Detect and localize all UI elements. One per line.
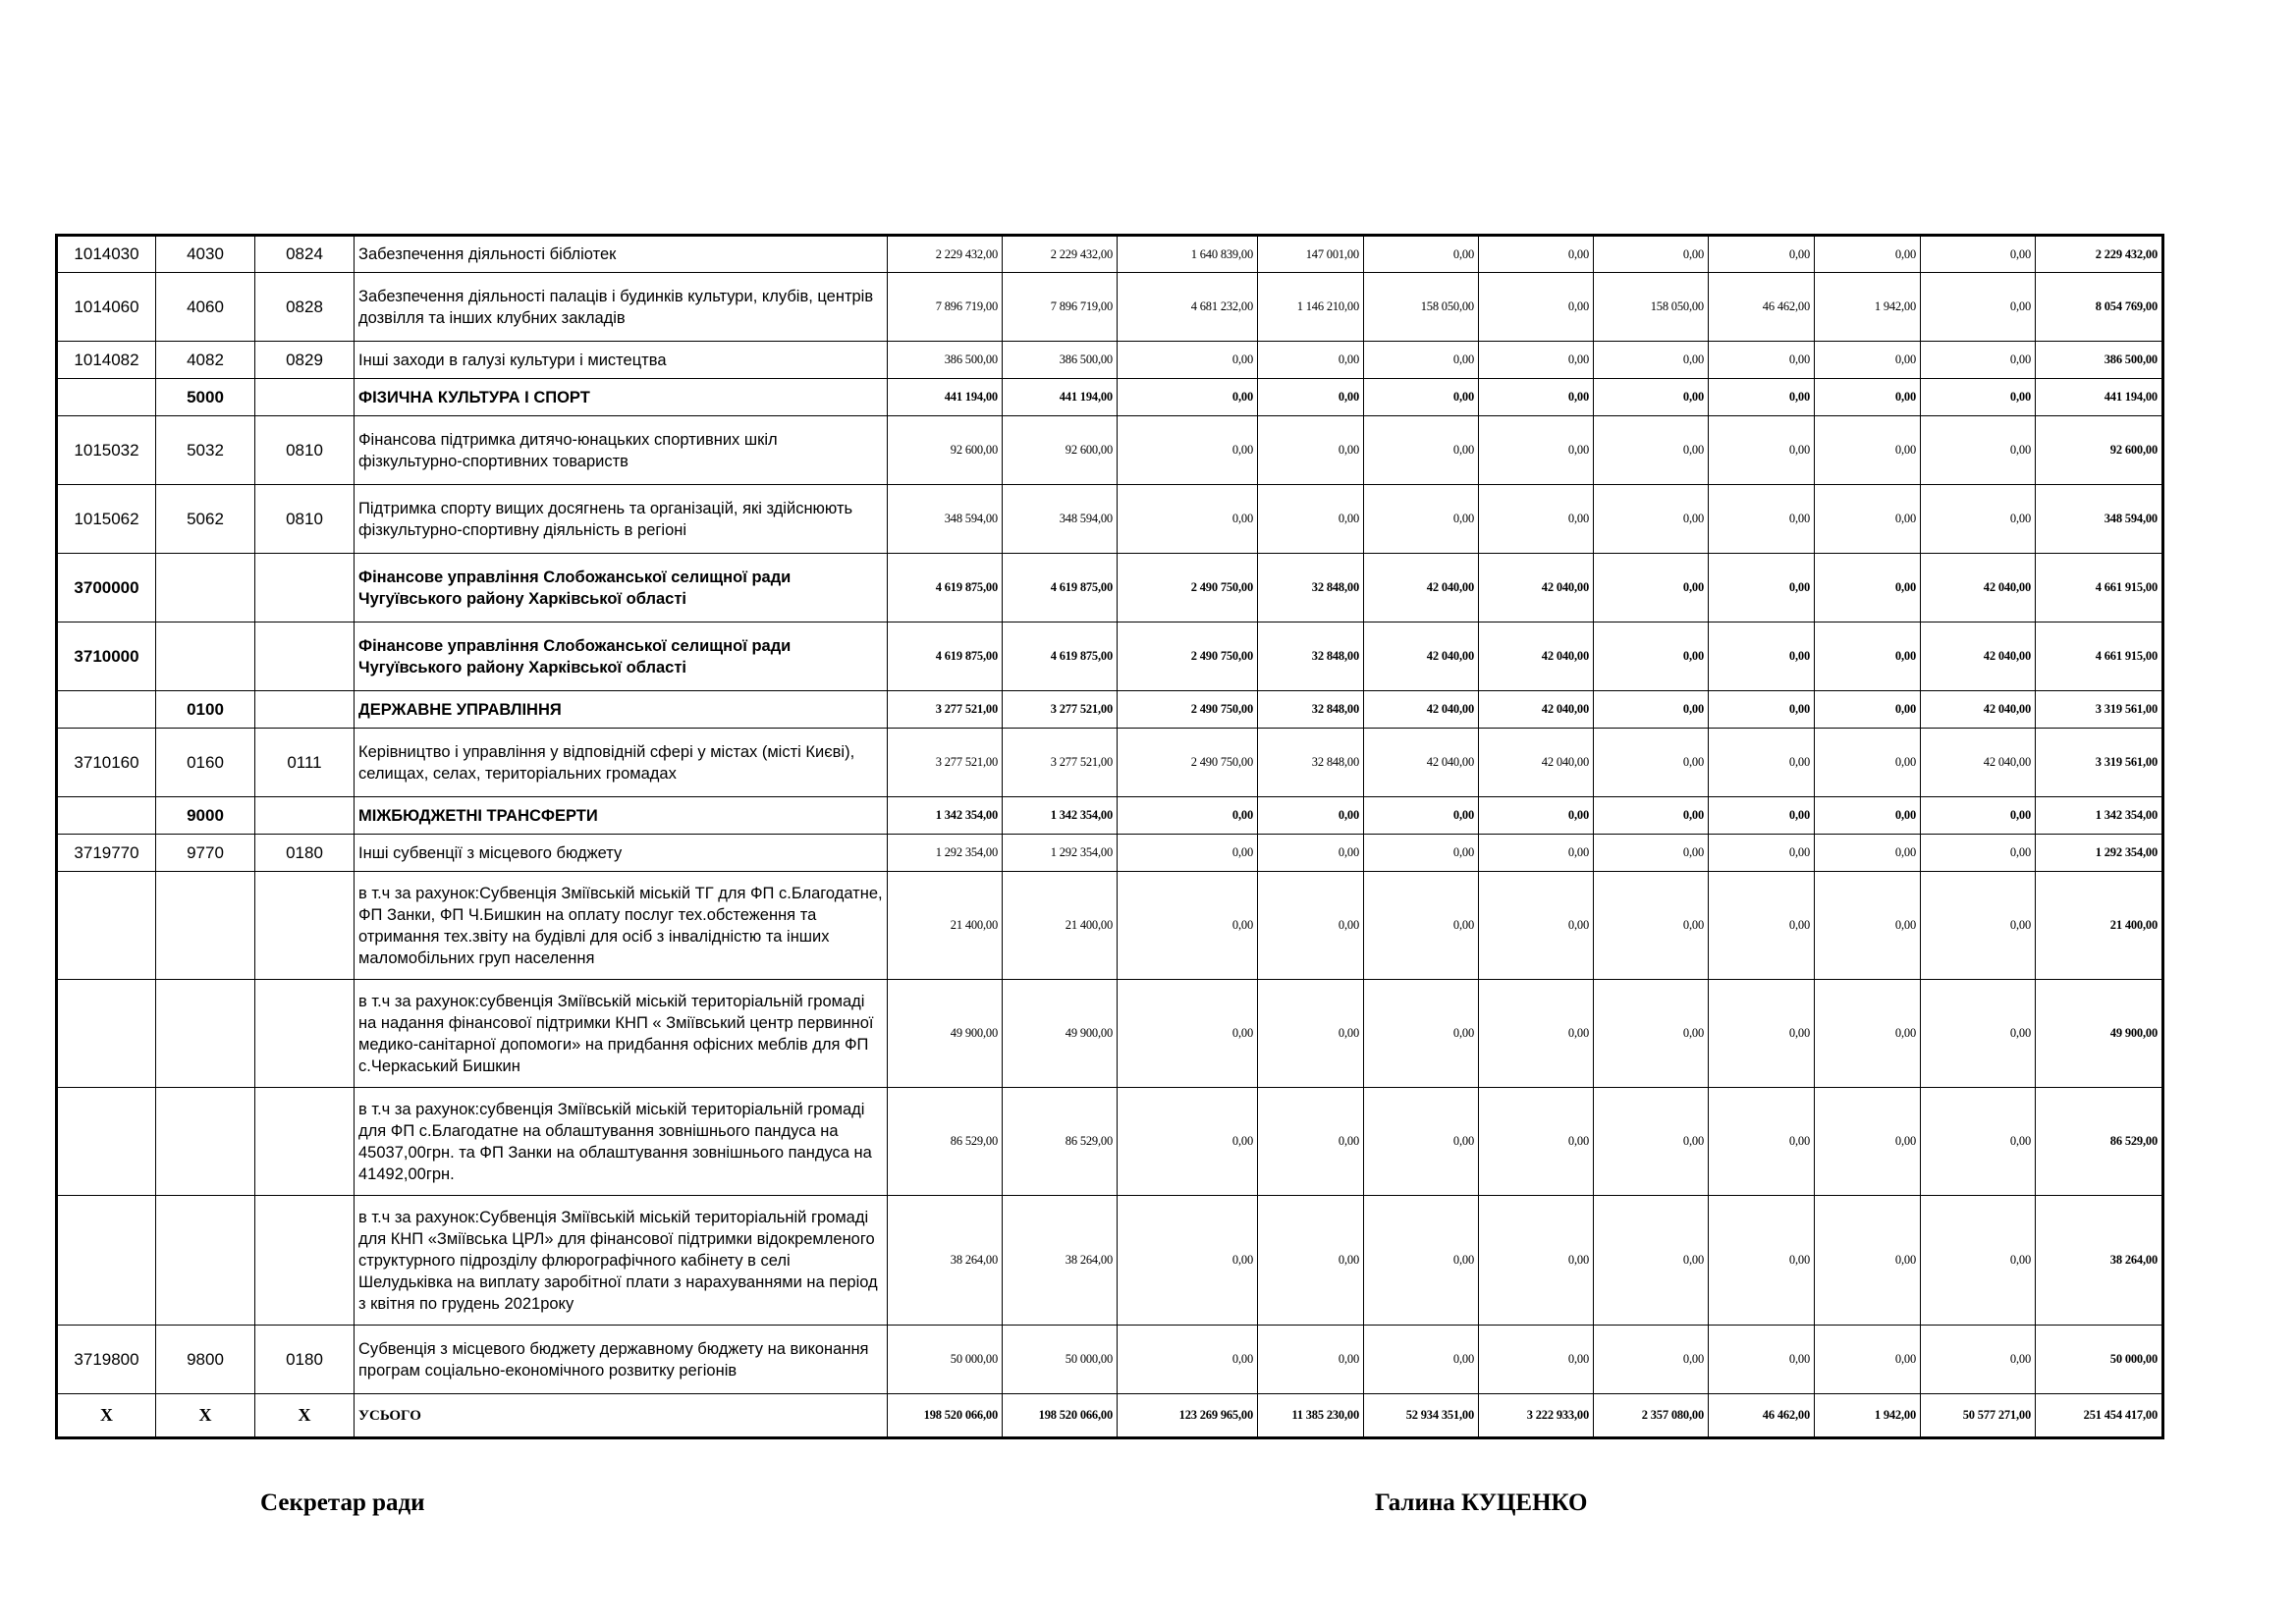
table-row — [57, 485, 2163, 554]
amount-cell: 0,00 — [1921, 273, 2036, 342]
ktpkvk-code-cell: 5062 — [156, 485, 255, 554]
amount-cell: 0,00 — [1258, 1196, 1364, 1326]
amount-cell: 0,00 — [1594, 554, 1709, 623]
amount-cell: 42 040,00 — [1921, 623, 2036, 691]
amount-cell: 42 040,00 — [1921, 729, 2036, 797]
amount-cell: 4 619 875,00 — [1003, 554, 1118, 623]
program-code-cell: 1014030 — [57, 236, 156, 273]
kfkvk-code-cell — [255, 1196, 355, 1326]
program-code-cell — [57, 1088, 156, 1196]
amount-cell: 0,00 — [1118, 379, 1258, 416]
amount-cell: 42 040,00 — [1921, 554, 2036, 623]
amount-cell: 0,00 — [1258, 342, 1364, 379]
amount-cell: 0,00 — [1594, 1326, 1709, 1394]
amount-cell: 0,00 — [1118, 342, 1258, 379]
amount-cell: 0,00 — [1118, 416, 1258, 485]
ktpkvk-code-cell: X — [156, 1394, 255, 1438]
amount-cell: 49 900,00 — [888, 980, 1003, 1088]
kfkvk-code-cell — [255, 623, 355, 691]
amount-cell: 0,00 — [1815, 1088, 1921, 1196]
amount-cell: 0,00 — [1118, 1326, 1258, 1394]
amount-cell: 0,00 — [1479, 1196, 1594, 1326]
program-name-cell: в т.ч за рахунок:Субвенція Зміївській міській ТГ для ФП с.Благодатне, ФП Занки, ФП Ч.Бишкин на оплату послуг тех.обстеження та отримання тех.звіту на будівлі для осіб з інвалідністю та інших маломобільних груп населення — [355, 872, 888, 980]
amount-cell: 42 040,00 — [1364, 691, 1479, 729]
amount-cell: 2 490 750,00 — [1118, 623, 1258, 691]
amount-cell: 0,00 — [1709, 379, 1815, 416]
amount-cell: 92 600,00 — [888, 416, 1003, 485]
amount-cell: 49 900,00 — [1003, 980, 1118, 1088]
amount-cell: 0,00 — [1364, 835, 1479, 872]
amount-cell: 2 229 432,00 — [1003, 236, 1118, 273]
table-row — [57, 379, 2163, 416]
program-code-cell: 3719800 — [57, 1326, 156, 1394]
amount-cell: 7 896 719,00 — [1003, 273, 1118, 342]
total-amount-cell: 4 661 915,00 — [2036, 554, 2163, 623]
signature-role: Секретар ради — [260, 1489, 425, 1516]
kfkvk-code-cell: 0828 — [255, 273, 355, 342]
amount-cell: 0,00 — [1364, 1088, 1479, 1196]
amount-cell: 0,00 — [1479, 1088, 1594, 1196]
amount-cell: 0,00 — [1594, 835, 1709, 872]
kfkvk-code-cell: 0810 — [255, 416, 355, 485]
amount-cell: 21 400,00 — [888, 872, 1003, 980]
program-name-cell: Забезпечення діяльності бібліотек — [355, 236, 888, 273]
amount-cell: 0,00 — [1594, 729, 1709, 797]
amount-cell: 0,00 — [1258, 980, 1364, 1088]
table-row — [57, 835, 2163, 872]
amount-cell: 3 277 521,00 — [888, 691, 1003, 729]
amount-cell: 0,00 — [1815, 554, 1921, 623]
kfkvk-code-cell — [255, 379, 355, 416]
amount-cell: 38 264,00 — [888, 1196, 1003, 1326]
program-code-cell — [57, 1196, 156, 1326]
amount-cell: 42 040,00 — [1364, 623, 1479, 691]
amount-cell: 50 000,00 — [1003, 1326, 1118, 1394]
amount-cell: 0,00 — [1709, 1196, 1815, 1326]
amount-cell: 2 490 750,00 — [1118, 691, 1258, 729]
amount-cell: 0,00 — [1594, 872, 1709, 980]
amount-cell: 0,00 — [1118, 797, 1258, 835]
amount-cell: 0,00 — [1594, 416, 1709, 485]
amount-cell: 158 050,00 — [1364, 273, 1479, 342]
amount-cell: 4 681 232,00 — [1118, 273, 1258, 342]
amount-cell: 42 040,00 — [1921, 691, 2036, 729]
program-code-cell: 1015062 — [57, 485, 156, 554]
ktpkvk-code-cell: 4082 — [156, 342, 255, 379]
amount-cell: 46 462,00 — [1709, 273, 1815, 342]
table-row — [57, 416, 2163, 485]
program-name-cell: в т.ч за рахунок:субвенція Зміївській міській територіальній громаді на надання фінансової підтримки КНП « Зміївський центр первинної медико-санітарної допомоги» на придбання офісних меблів для ФП с.Черкаський Бишкин — [355, 980, 888, 1088]
amount-cell: 0,00 — [1815, 485, 1921, 554]
program-code-cell: 3700000 — [57, 554, 156, 623]
amount-cell: 0,00 — [1815, 797, 1921, 835]
program-name-cell: Підтримка спорту вищих досягнень та організацій, які здійснюють фізкультурно-спортивну діяльність в регіоні — [355, 485, 888, 554]
amount-cell: 0,00 — [1364, 872, 1479, 980]
table-row — [57, 273, 2163, 342]
program-code-cell: 1015032 — [57, 416, 156, 485]
amount-cell: 0,00 — [1594, 379, 1709, 416]
amount-cell: 0,00 — [1815, 691, 1921, 729]
total-amount-cell: 86 529,00 — [2036, 1088, 2163, 1196]
amount-cell: 0,00 — [1364, 1196, 1479, 1326]
program-code-cell: 3710000 — [57, 623, 156, 691]
budget-table-body — [57, 236, 2163, 1438]
total-amount-cell: 3 319 561,00 — [2036, 691, 2163, 729]
amount-cell: 198 520 066,00 — [1003, 1394, 1118, 1438]
total-amount-cell: 3 319 561,00 — [2036, 729, 2163, 797]
program-code-cell — [57, 379, 156, 416]
ktpkvk-code-cell — [156, 554, 255, 623]
amount-cell: 3 277 521,00 — [1003, 691, 1118, 729]
amount-cell: 0,00 — [1709, 729, 1815, 797]
table-row — [57, 623, 2163, 691]
amount-cell: 42 040,00 — [1364, 729, 1479, 797]
amount-cell: 3 222 933,00 — [1479, 1394, 1594, 1438]
amount-cell: 3 277 521,00 — [888, 729, 1003, 797]
amount-cell: 0,00 — [1118, 1088, 1258, 1196]
amount-cell: 0,00 — [1364, 236, 1479, 273]
amount-cell: 0,00 — [1594, 342, 1709, 379]
amount-cell: 0,00 — [1479, 797, 1594, 835]
amount-cell: 0,00 — [1921, 1088, 2036, 1196]
total-amount-cell: 348 594,00 — [2036, 485, 2163, 554]
amount-cell: 86 529,00 — [888, 1088, 1003, 1196]
amount-cell: 0,00 — [1594, 236, 1709, 273]
ktpkvk-code-cell: 0100 — [156, 691, 255, 729]
amount-cell: 38 264,00 — [1003, 1196, 1118, 1326]
table-row — [57, 872, 2163, 980]
amount-cell: 0,00 — [1258, 835, 1364, 872]
amount-cell: 46 462,00 — [1709, 1394, 1815, 1438]
amount-cell: 0,00 — [1709, 416, 1815, 485]
amount-cell: 21 400,00 — [1003, 872, 1118, 980]
program-name-cell: Забезпечення діяльності палаців і будинків культури, клубів, центрів дозвілля та інших клубних закладів — [355, 273, 888, 342]
amount-cell: 1 342 354,00 — [1003, 797, 1118, 835]
amount-cell: 0,00 — [1815, 416, 1921, 485]
total-amount-cell: 441 194,00 — [2036, 379, 2163, 416]
amount-cell: 0,00 — [1118, 835, 1258, 872]
ktpkvk-code-cell: 5032 — [156, 416, 255, 485]
kfkvk-code-cell: 0180 — [255, 835, 355, 872]
amount-cell: 1 640 839,00 — [1118, 236, 1258, 273]
amount-cell: 1 292 354,00 — [1003, 835, 1118, 872]
amount-cell: 0,00 — [1479, 872, 1594, 980]
amount-cell: 3 277 521,00 — [1003, 729, 1118, 797]
ktpkvk-code-cell: 4060 — [156, 273, 255, 342]
total-amount-cell: 1 342 354,00 — [2036, 797, 2163, 835]
kfkvk-code-cell: X — [255, 1394, 355, 1438]
amount-cell: 0,00 — [1479, 980, 1594, 1088]
amount-cell: 32 848,00 — [1258, 729, 1364, 797]
amount-cell: 0,00 — [1921, 379, 2036, 416]
amount-cell: 0,00 — [1594, 797, 1709, 835]
table-row — [57, 691, 2163, 729]
amount-cell: 0,00 — [1815, 729, 1921, 797]
amount-cell: 2 490 750,00 — [1118, 729, 1258, 797]
amount-cell: 0,00 — [1364, 416, 1479, 485]
amount-cell: 0,00 — [1921, 1326, 2036, 1394]
table-row — [57, 729, 2163, 797]
total-amount-cell: 1 292 354,00 — [2036, 835, 2163, 872]
amount-cell: 11 385 230,00 — [1258, 1394, 1364, 1438]
amount-cell: 0,00 — [1258, 872, 1364, 980]
table-row — [57, 1394, 2163, 1438]
amount-cell: 42 040,00 — [1479, 623, 1594, 691]
amount-cell: 0,00 — [1921, 416, 2036, 485]
amount-cell: 0,00 — [1921, 980, 2036, 1088]
amount-cell: 2 357 080,00 — [1594, 1394, 1709, 1438]
amount-cell: 0,00 — [1364, 485, 1479, 554]
amount-cell: 0,00 — [1709, 485, 1815, 554]
amount-cell: 0,00 — [1709, 342, 1815, 379]
amount-cell: 0,00 — [1921, 236, 2036, 273]
amount-cell: 1 292 354,00 — [888, 835, 1003, 872]
amount-cell: 0,00 — [1118, 872, 1258, 980]
amount-cell: 0,00 — [1921, 485, 2036, 554]
amount-cell: 0,00 — [1709, 691, 1815, 729]
amount-cell: 86 529,00 — [1003, 1088, 1118, 1196]
total-amount-cell: 21 400,00 — [2036, 872, 2163, 980]
table-row — [57, 1088, 2163, 1196]
table-row — [57, 236, 2163, 273]
amount-cell: 2 229 432,00 — [888, 236, 1003, 273]
program-code-cell: 3710160 — [57, 729, 156, 797]
amount-cell: 0,00 — [1709, 797, 1815, 835]
amount-cell: 441 194,00 — [888, 379, 1003, 416]
amount-cell: 0,00 — [1479, 835, 1594, 872]
program-name-cell: Керівництво і управління у відповідній сфері у містах (місті Києві), селищах, селах, територіальних громадах — [355, 729, 888, 797]
total-amount-cell: 4 661 915,00 — [2036, 623, 2163, 691]
amount-cell: 0,00 — [1815, 1196, 1921, 1326]
amount-cell: 0,00 — [1479, 273, 1594, 342]
amount-cell: 0,00 — [1364, 1326, 1479, 1394]
amount-cell: 4 619 875,00 — [888, 554, 1003, 623]
table-row — [57, 1196, 2163, 1326]
program-name-cell: Інші субвенції з місцевого бюджету — [355, 835, 888, 872]
amount-cell: 1 342 354,00 — [888, 797, 1003, 835]
amount-cell: 0,00 — [1709, 1326, 1815, 1394]
program-code-cell — [57, 872, 156, 980]
amount-cell: 0,00 — [1479, 485, 1594, 554]
amount-cell: 4 619 875,00 — [1003, 623, 1118, 691]
amount-cell: 42 040,00 — [1479, 691, 1594, 729]
amount-cell: 0,00 — [1258, 416, 1364, 485]
signature-person: Галина КУЦЕНКО — [1375, 1489, 1588, 1516]
kfkvk-code-cell: 0111 — [255, 729, 355, 797]
amount-cell: 0,00 — [1815, 342, 1921, 379]
amount-cell: 1 942,00 — [1815, 1394, 1921, 1438]
amount-cell: 0,00 — [1921, 872, 2036, 980]
program-name-cell: ДЕРЖАВНЕ УПРАВЛІННЯ — [355, 691, 888, 729]
amount-cell: 0,00 — [1709, 1088, 1815, 1196]
table-row — [57, 554, 2163, 623]
ktpkvk-code-cell: 4030 — [156, 236, 255, 273]
amount-cell: 0,00 — [1921, 1196, 2036, 1326]
amount-cell: 1 146 210,00 — [1258, 273, 1364, 342]
program-name-cell: Фінансова підтримка дитячо-юнацьких спортивних шкіл фізкультурно-спортивних товариств — [355, 416, 888, 485]
program-name-cell: МІЖБЮДЖЕТНІ ТРАНСФЕРТИ — [355, 797, 888, 835]
total-amount-cell: 251 454 417,00 — [2036, 1394, 2163, 1438]
amount-cell: 0,00 — [1364, 980, 1479, 1088]
amount-cell: 0,00 — [1921, 342, 2036, 379]
amount-cell: 0,00 — [1258, 379, 1364, 416]
program-code-cell: 1014060 — [57, 273, 156, 342]
amount-cell: 0,00 — [1921, 797, 2036, 835]
amount-cell: 0,00 — [1709, 980, 1815, 1088]
program-name-cell: УСЬОГО — [355, 1394, 888, 1438]
ktpkvk-code-cell: 5000 — [156, 379, 255, 416]
total-amount-cell: 8 054 769,00 — [2036, 273, 2163, 342]
amount-cell: 92 600,00 — [1003, 416, 1118, 485]
amount-cell: 42 040,00 — [1479, 729, 1594, 797]
amount-cell: 0,00 — [1258, 485, 1364, 554]
budget-table — [55, 234, 2164, 1439]
amount-cell: 0,00 — [1479, 1326, 1594, 1394]
table-row — [57, 797, 2163, 835]
program-name-cell: Фінансове управління Слобожанської селищної ради Чугуївського району Харківської області — [355, 554, 888, 623]
program-name-cell: Фінансове управління Слобожанської селищної ради Чугуївського району Харківської області — [355, 623, 888, 691]
kfkvk-code-cell: 0180 — [255, 1326, 355, 1394]
ktpkvk-code-cell: 9800 — [156, 1326, 255, 1394]
ktpkvk-code-cell — [156, 872, 255, 980]
amount-cell: 441 194,00 — [1003, 379, 1118, 416]
ktpkvk-code-cell: 9000 — [156, 797, 255, 835]
amount-cell: 0,00 — [1364, 797, 1479, 835]
total-amount-cell: 38 264,00 — [2036, 1196, 2163, 1326]
amount-cell: 2 490 750,00 — [1118, 554, 1258, 623]
amount-cell: 123 269 965,00 — [1118, 1394, 1258, 1438]
amount-cell: 50 000,00 — [888, 1326, 1003, 1394]
amount-cell: 0,00 — [1709, 835, 1815, 872]
program-code-cell — [57, 797, 156, 835]
amount-cell: 0,00 — [1815, 1326, 1921, 1394]
amount-cell: 50 577 271,00 — [1921, 1394, 2036, 1438]
table-row — [57, 980, 2163, 1088]
ktpkvk-code-cell: 9770 — [156, 835, 255, 872]
program-code-cell — [57, 691, 156, 729]
amount-cell: 0,00 — [1594, 691, 1709, 729]
amount-cell: 0,00 — [1709, 554, 1815, 623]
program-code-cell: X — [57, 1394, 156, 1438]
ktpkvk-code-cell: 0160 — [156, 729, 255, 797]
table-row — [57, 1326, 2163, 1394]
amount-cell: 0,00 — [1594, 1088, 1709, 1196]
amount-cell: 0,00 — [1709, 623, 1815, 691]
ktpkvk-code-cell — [156, 1088, 255, 1196]
amount-cell: 0,00 — [1258, 1088, 1364, 1196]
amount-cell: 42 040,00 — [1364, 554, 1479, 623]
total-amount-cell: 92 600,00 — [2036, 416, 2163, 485]
amount-cell: 198 520 066,00 — [888, 1394, 1003, 1438]
kfkvk-code-cell — [255, 980, 355, 1088]
amount-cell: 1 942,00 — [1815, 273, 1921, 342]
amount-cell: 0,00 — [1815, 236, 1921, 273]
ktpkvk-code-cell — [156, 980, 255, 1088]
amount-cell: 0,00 — [1815, 379, 1921, 416]
amount-cell: 0,00 — [1709, 872, 1815, 980]
ktpkvk-code-cell — [156, 623, 255, 691]
amount-cell: 0,00 — [1921, 835, 2036, 872]
amount-cell: 0,00 — [1594, 623, 1709, 691]
amount-cell: 386 500,00 — [1003, 342, 1118, 379]
amount-cell: 0,00 — [1479, 342, 1594, 379]
amount-cell: 0,00 — [1479, 379, 1594, 416]
amount-cell: 0,00 — [1479, 416, 1594, 485]
kfkvk-code-cell: 0824 — [255, 236, 355, 273]
amount-cell: 0,00 — [1815, 835, 1921, 872]
program-code-cell — [57, 980, 156, 1088]
kfkvk-code-cell: 0829 — [255, 342, 355, 379]
amount-cell: 42 040,00 — [1479, 554, 1594, 623]
amount-cell: 0,00 — [1364, 379, 1479, 416]
amount-cell: 32 848,00 — [1258, 623, 1364, 691]
total-amount-cell: 50 000,00 — [2036, 1326, 2163, 1394]
amount-cell: 0,00 — [1709, 236, 1815, 273]
amount-cell: 4 619 875,00 — [888, 623, 1003, 691]
program-name-cell: ФІЗИЧНА КУЛЬТУРА І СПОРТ — [355, 379, 888, 416]
amount-cell: 7 896 719,00 — [888, 273, 1003, 342]
amount-cell: 0,00 — [1815, 980, 1921, 1088]
kfkvk-code-cell — [255, 1088, 355, 1196]
amount-cell: 0,00 — [1258, 797, 1364, 835]
amount-cell: 0,00 — [1815, 623, 1921, 691]
program-name-cell: Субвенція з місцевого бюджету державному бюджету на виконання програм соціально-економічного розвитку регіонів — [355, 1326, 888, 1394]
amount-cell: 348 594,00 — [888, 485, 1003, 554]
amount-cell: 32 848,00 — [1258, 691, 1364, 729]
kfkvk-code-cell — [255, 872, 355, 980]
amount-cell: 52 934 351,00 — [1364, 1394, 1479, 1438]
total-amount-cell: 386 500,00 — [2036, 342, 2163, 379]
amount-cell: 0,00 — [1118, 1196, 1258, 1326]
ktpkvk-code-cell — [156, 1196, 255, 1326]
total-amount-cell: 49 900,00 — [2036, 980, 2163, 1088]
kfkvk-code-cell — [255, 797, 355, 835]
program-name-cell: в т.ч за рахунок:субвенція Зміївській міській територіальній громаді для ФП с.Благодатне на облаштування зовнішнього пандуса на 45037,00грн. та ФП Занки на облаштування зовнішнього пандуса на 41492,00грн. — [355, 1088, 888, 1196]
amount-cell: 0,00 — [1594, 1196, 1709, 1326]
amount-cell: 0,00 — [1815, 872, 1921, 980]
program-code-cell: 1014082 — [57, 342, 156, 379]
amount-cell: 147 001,00 — [1258, 236, 1364, 273]
kfkvk-code-cell — [255, 691, 355, 729]
amount-cell: 158 050,00 — [1594, 273, 1709, 342]
amount-cell: 386 500,00 — [888, 342, 1003, 379]
program-name-cell: в т.ч за рахунок:Субвенція Зміївській міській територіальній громаді для КНП «Зміївська ЦРЛ» для фінансової підтримки відокремленого структурного підрозділу флюрографічного кабінету в селі Шелудьківка на виплату заробітної плати з нарахуваннями на період з квітня по грудень 2021року — [355, 1196, 888, 1326]
amount-cell: 0,00 — [1479, 236, 1594, 273]
amount-cell: 0,00 — [1594, 980, 1709, 1088]
amount-cell: 0,00 — [1594, 485, 1709, 554]
amount-cell: 32 848,00 — [1258, 554, 1364, 623]
amount-cell: 0,00 — [1364, 342, 1479, 379]
total-amount-cell: 2 229 432,00 — [2036, 236, 2163, 273]
amount-cell: 0,00 — [1258, 1326, 1364, 1394]
kfkvk-code-cell — [255, 554, 355, 623]
table-row — [57, 342, 2163, 379]
program-name-cell: Інші заходи в галузі культури і мистецтва — [355, 342, 888, 379]
amount-cell: 0,00 — [1118, 485, 1258, 554]
program-code-cell: 3719770 — [57, 835, 156, 872]
kfkvk-code-cell: 0810 — [255, 485, 355, 554]
amount-cell: 0,00 — [1118, 980, 1258, 1088]
amount-cell: 348 594,00 — [1003, 485, 1118, 554]
